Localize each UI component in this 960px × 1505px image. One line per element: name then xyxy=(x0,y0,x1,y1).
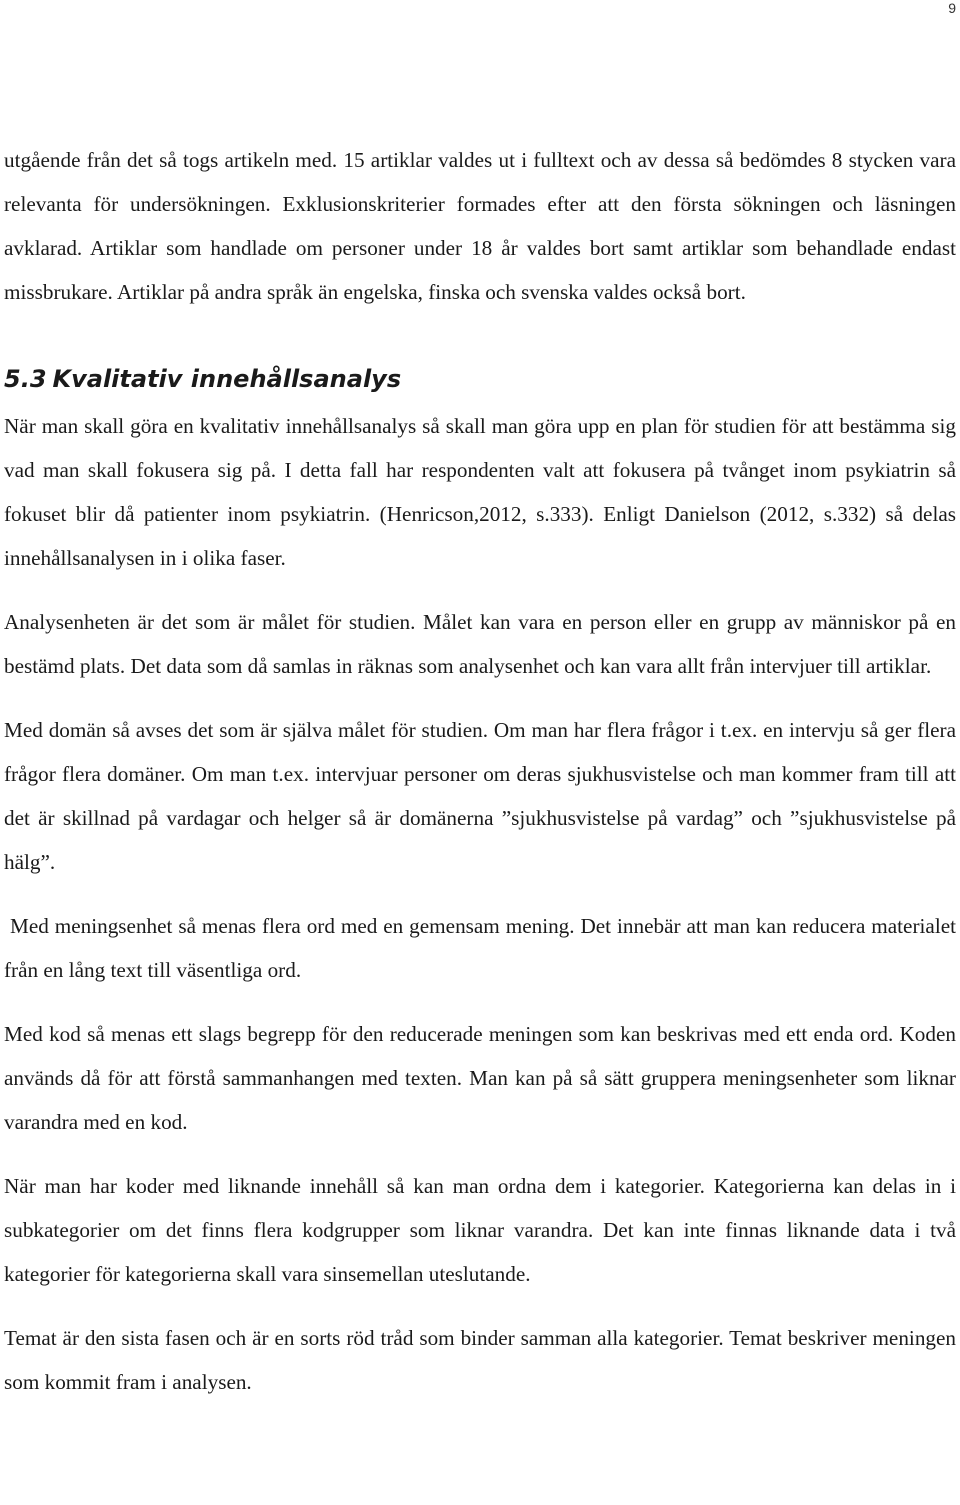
paragraph-doman: Med domän så avses det som är själva målet för studien. Om man har flera frågor i t.ex. en intervju så ger flera frågor flera domäner. Om man t.ex. intervjuar personer om deras sjukhusvistelse och man kommer fram till att det är skillnad på vardagar och helger så är domänerna ”sjukhusvistelse på vardag” och ”sjukhusvistelse på hälg”. xyxy=(4,718,956,874)
section-title: Kvalitativ innehållsanalys xyxy=(52,365,402,393)
paragraph-tema: Temat är den sista fasen och är en sorts röd tråd som binder samman alla kategorier. Temat beskriver meningen som kommit fram i analysen. xyxy=(4,1326,956,1394)
paragraph-kategorier: När man har koder med liknande innehåll så kan man ordna dem i kategorier. Kategorierna kan delas in i subkategorier om det finns flera kodgrupper som liknar varandra. Det kan inte finnas liknande data i två kategorier för kategorierna skall vara sinsemellan uteslutande. xyxy=(4,1174,956,1286)
paragraph-meningsenhet: Med meningsenhet så menas flera ord med en gemensam mening. Det innebär att man kan reducera materialet från en lång text till väsentliga ord. xyxy=(4,914,956,982)
paragraph-kod: Med kod så menas ett slags begrepp för den reducerade meningen som kan beskrivas med ett enda ord. Koden används då för att förstå sammanhangen med texten. Man kan på så sätt gruppera meningsenheter som liknar varandra med en kod. xyxy=(4,1022,956,1134)
paragraph-planning: När man skall göra en kvalitativ innehållsanalys så skall man göra upp en plan för studien för att bestämma sig vad man skall fokusera sig på. I detta fall har respondenten valt att fokusera på tvånget inom psykiatrin så fokuset blir då patienter inom psykiatrin. (Henricson,2012, s.333). Enligt Danielson (2012, s.332) så delas innehållsanalysen in i olika faser. xyxy=(4,414,956,570)
paragraph-analysenhet: Analysenheten är det som är målet för studien. Målet kan vara en person eller en grupp av människor på en bestämd plats. Det data som då samlas in räknas som analysenhet och kan vara allt från intervjuer till artiklar. xyxy=(4,610,956,678)
section-heading xyxy=(4,362,956,396)
document-body xyxy=(4,138,956,1424)
section-number: 5.3 xyxy=(4,365,47,393)
page-number: 9 xyxy=(948,0,956,16)
intro-paragraph: utgående från det så togs artikeln med. 15 artiklar valdes ut i fulltext och av dessa så bedömdes 8 stycken vara relevanta för undersökningen. Exklusionskriterier formades efter att den första sökningen och läsningen avklarad. Artiklar som handlade om personer under 18 år valdes bort samt artiklar som behandlade endast missbrukare. Artiklar på andra språk än engelska, finska och svenska valdes också bort. xyxy=(4,148,956,304)
